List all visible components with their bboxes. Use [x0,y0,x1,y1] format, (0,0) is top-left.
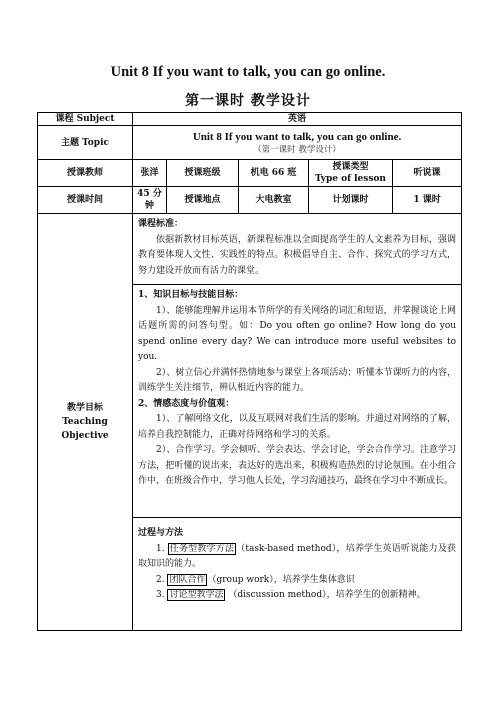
objective-label-cn: 教学目标 [66,403,103,413]
teacher-value: 张洋 [133,160,167,187]
process-section [133,518,462,631]
type-label-en: Type of lesson [315,174,386,184]
method-2-desc: （group work），培养学生集体意识 [207,574,355,585]
topic-value: Unit 8 If you want to talk, you can go online. [192,130,402,143]
type-label-cn: 授课类型 [332,162,369,172]
method-3-num: 3. [156,590,165,600]
unit-title: Unit 8 If you want to talk, you can go online. [110,64,386,80]
knowledge-p1: 1）、能够能理解并运用本节所学的有关网络的词汇和短语，并掌握谈论上网话题所需的问答句型。如：Do you often go online? How long do you spend online every day? We can introduce more useful websites to you. [138,305,457,362]
method-3-name: 讨论型教学法 [169,590,224,600]
method-3 [138,588,456,604]
objective-label [38,214,133,631]
plan-label: 计划课时 [309,187,393,214]
knowledge-p2: 2）、树立信心并满怀热情地参与课堂上各项活动；听懂本节课听力的内容，训练学生关注细节，辨认相近内容的能力。 [138,367,457,393]
objectives-section [133,285,462,518]
class-value: 机电 66 班 [239,160,309,187]
topic-label: 主题 Topic [38,126,133,160]
type-value: 听说课 [393,160,462,187]
lesson-plan-table [37,112,462,631]
standards-title: 课程标准： [138,219,184,229]
class-label: 授课班级 [167,160,239,187]
topic-sub: （第一课时 教学设计） [253,144,341,155]
place-label: 授课地点 [167,187,239,214]
method-1-desc: （task-based method），培养学生英语听说能力及获取知识的能力。 [138,543,457,569]
plan-value: 1 课时 [393,187,462,214]
topic-cell [133,126,462,160]
method-2-num: 2. [156,574,165,585]
method-3-desc: （discussion method），培养学生的创新精神。 [225,590,426,600]
teacher-label: 授课教师 [38,160,133,187]
lesson-title: 第一课时 教学设计 [185,93,311,109]
attitude-title: 2、情感态度与价值观： [138,398,235,409]
method-2-name: 团队合作 [169,574,206,585]
method-2 [138,573,456,589]
objective-label-en2: Objective [61,431,109,441]
standards-body: 依据新教材目标英语，新课程标准以全面提高学生的人文素养为目标，强调教育要体现人文性、实践性的特点。积极倡导自主、合作、探究式的学习方式，努力建设开放而有活力的课堂。 [138,234,457,276]
standards-section [133,214,462,285]
attitude-p1: 1）、了解网络文化，以及互联网对我们生活的影响。并通过对网络的了解，培养自我控制能力，正确对待网络和学习的关系。 [138,414,457,440]
course-label: 课程 Subject [38,113,133,126]
place-value: 大电教室 [239,187,309,214]
attitude-p2: 2）、合作学习。学会倾听、学会表达、学会讨论，学会合作学习。注意学习方法，把听懂的说出来，表达好的选出来，积极构造热烈的讨论氛围。在小组合作中，在班级合作中，学习他人长处，学习沟通技巧，最终在学习中不断成长。 [138,445,457,486]
knowledge-title: 1、知识目标与技能目标： [138,290,244,300]
objective-label-en1: Teaching [62,417,108,427]
method-1-num: 1. [156,543,165,554]
time-value: 45 分钟 [133,187,167,214]
time-label: 授课时间 [38,187,133,214]
type-label [309,160,393,187]
process-title: 过程与方法 [138,528,184,538]
method-1 [138,542,456,573]
method-1-name: 任务型教学方法 [169,543,235,554]
course-value: 英语 [133,113,462,126]
